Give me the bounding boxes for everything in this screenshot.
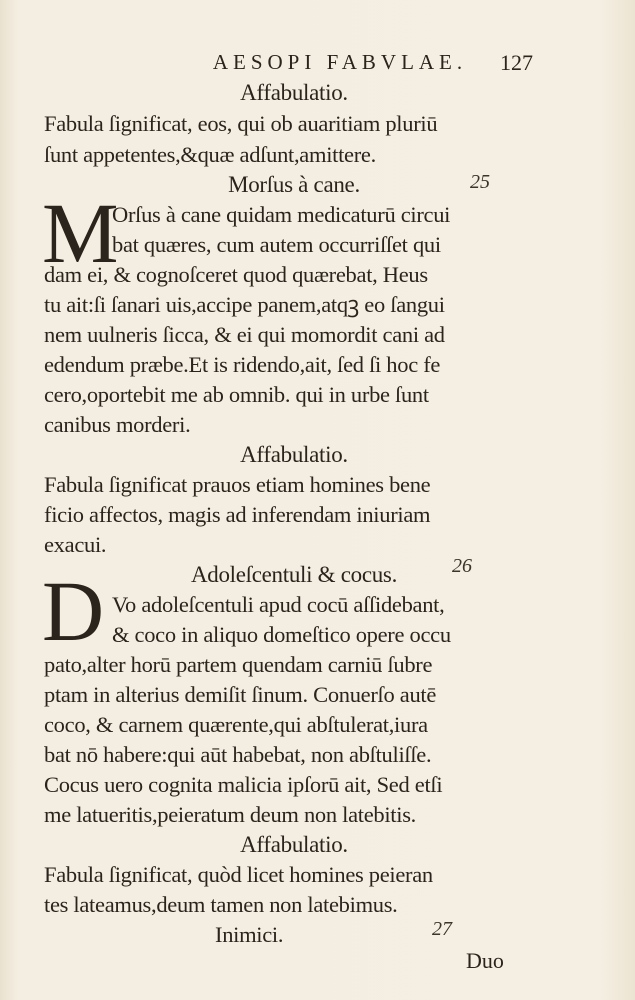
margin-number: 25 (470, 171, 490, 193)
text-line: Fabula ſignificat, eos, qui ob auaritiam pluriū (44, 111, 438, 136)
text-line: edendum præbe.Et is ridendo,ait, ſed ſi hoc fe (44, 352, 441, 377)
fable-title: Adoleſcentuli & cocus. (190, 562, 398, 587)
text-line: Orſus à cane quidam medicaturū circui (112, 202, 451, 227)
drop-capital: M (42, 185, 119, 281)
heading-affabulatio: Affabulatio. (240, 832, 348, 857)
catchword: Duo (466, 948, 504, 973)
drop-capital: D (42, 563, 105, 659)
text-line: tes lateamus,deum tamen non latebimus. (44, 892, 398, 917)
text-line: cero,oportebit me ab omnib. qui in urbe ſunt (44, 382, 429, 407)
text-line: Cocus uero cognita malicia ipſorū ait, Sed etſi (44, 772, 443, 797)
text-line: me latueritis,peieratum deum non latebitis. (44, 802, 416, 827)
text-line: coco, & carnem quærente,qui abſtulerat,iura (44, 712, 428, 737)
text-line: ficio affectos, magis ad inferendam iniuriam (44, 502, 431, 527)
text-line: bat quæres, cum autem occurriſſet qui (112, 232, 441, 257)
running-header: AESOPI FABVLAE. (212, 50, 468, 74)
heading-affabulatio: Affabulatio. (240, 80, 348, 105)
text-line: Vo adoleſcentuli apud cocū aſſidebant, (112, 592, 445, 617)
text-line: ptam in alterius demiſit ſinum. Conuerſo autē (44, 682, 437, 707)
text-line: tu ait:ſi ſanari uis,accipe panem,atqꝫ eo ſangui (44, 292, 445, 317)
text-line: canibus morderi. (44, 412, 191, 437)
text-line: ſunt appetentes,&quæ adſunt,amittere. (44, 142, 376, 167)
text-line: & coco in aliquo domeſtico opere occu (112, 622, 451, 647)
text-line: nem uulneris ſicca, & ei qui momordit cani ad (44, 322, 445, 347)
heading-affabulatio: Affabulatio. (240, 442, 348, 467)
margin-number: 27 (432, 918, 452, 940)
text-line: Fabula ſignificat, quòd licet homines peieran (44, 862, 433, 887)
text-line: exacui. (44, 532, 107, 557)
fable-title: Morſus à cane. (228, 172, 360, 197)
text-line: Fabula ſignificat prauos etiam homines bene (44, 472, 431, 497)
margin-number: 26 (452, 555, 472, 577)
page-number: 127 (500, 50, 533, 75)
text-line: bat nō habere:qui aūt habebat, non abſtuliſſe. (44, 742, 432, 767)
fable-title: Inimici. (215, 922, 284, 947)
text-line: pato,alter horū partem quendam carniū ſubre (44, 652, 433, 677)
text-line: dam ei, & cognoſceret quod quærebat, Heus (44, 262, 428, 287)
